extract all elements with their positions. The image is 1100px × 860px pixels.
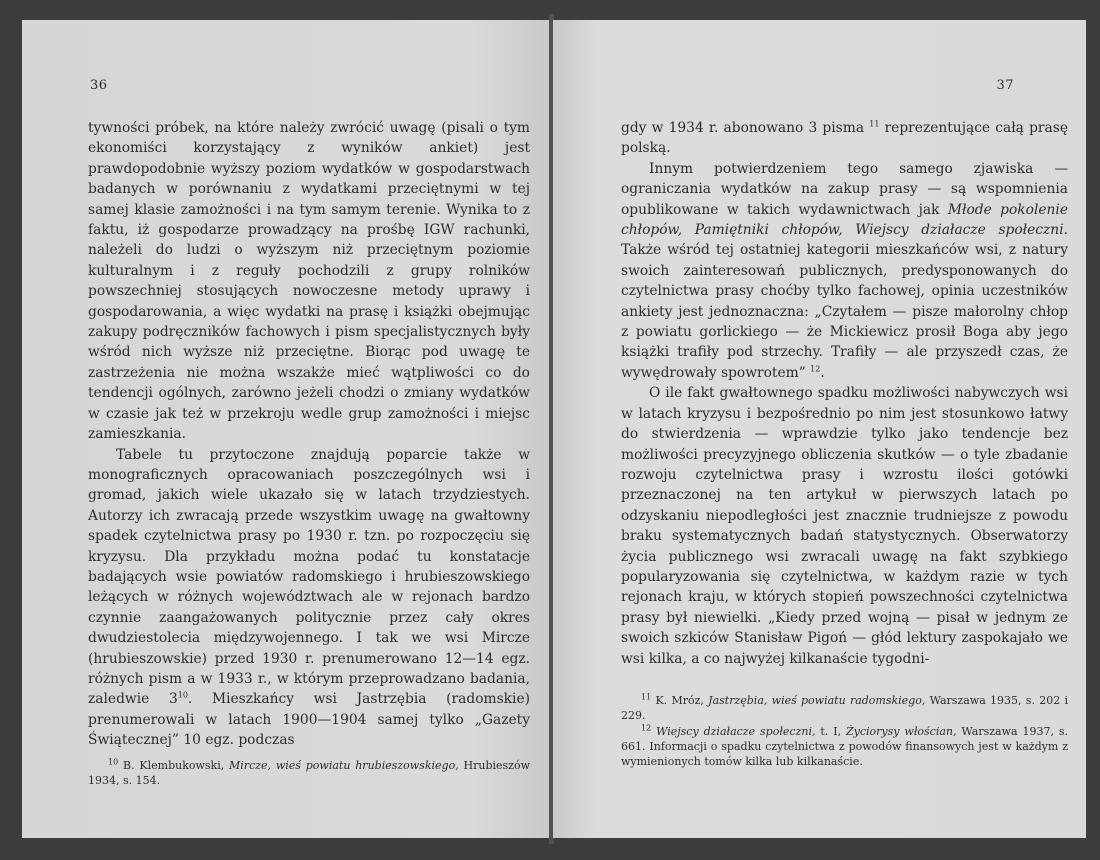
footnote-number: 11 [641,692,652,702]
page-body-text [621,118,1068,669]
paragraph: Tabele tu przytoczone znajdują poparcie także w monograficznych opracowaniach poszczególnych wsi i gromad, jakich wiele ukazało się w latach trzydziestych. Autorzy ich zwracają przede wszystkim uwagę na gwałtowny spadek czytelnictwa prasy po 1930 r. tzn. po rozpoczęciu się kryzysu. Dla przykładu można podać tu konstatacje badających wsie powiatów radomskiego i hrubieszowskiego leżących w różnych województwach ale w rejonach bardzo czynnie zaangażowanych politycznie przez cały okres dwudziestolecia międzywojennego. I tak we wsi Mircze (hrubieszowskie) przed 1930 r. prenumerowano 12—14 egz. różnych pism a w 1933 r., w którym przeprowadzano badania, zaledwie $3^{10}$. Mieszkańcy wsi Jastrzębia (radomskie) prenumerowali w latach 1900—1904 samej tylko „Gazety Świątecznej” 10 egz. podczas [88,446,530,749]
footnote-rest: Hrubieszów 1934, s. 154. [88,759,530,787]
footnote-author: B. Klembukowski, [123,759,225,772]
footnote-title: Jastrzębia, wieś powiatu radomskiego, [708,694,926,707]
paragraph-text: Innym potwierdzeniem tego samego zjawiska — ograniczania wydatków na zakup prasy — są wspomnienia opublikowane w takich wydawnictwach jak [621,160,1068,218]
footnote-title: Wiejscy działacze społeczni, [656,725,816,738]
page-number: 36 [90,78,108,93]
footnote [621,724,1068,769]
page-number: 37 [996,78,1014,93]
footnote [88,758,530,788]
paragraph: O ile fakt gwałtownego spadku możliwości nabywczych wsi w latach kryzysu i bezpośrednio po nim jest stosunkowo łatwy do stwierdzenia — wprawdzie tylko jako tendencje bez możliwości precyzyjnego obliczenia skutków — o tyle zbadanie rozwoju czytelnictwa prasy i wzrostu ilości gotówki przeznaczonej na ten artykuł w pierwszych latach po odzyskaniu niepodległości jest znacznie trudniejsze z powodu braku systematycznych badań statystycznych. Obserwatorzy życia publicznego wsi zwracali uwagę na fakt szybkiego popularyzowania się czytelnictwa, w każdym razie w tych rejonach kraju, w których stopień powszechności czytelnictwa prasy był niewielki. „Kiedy przed wojną — pisał w jednym ze swoich szkiców Stanisław Pigoń — głód lektury zaspokajało we wsi kilka, a co najwyżej kilkanaście tygodni- [621,385,1068,667]
footnote-title: Mircze, wieś powiatu hrubieszowskiego, [229,759,459,772]
paragraph-text: . [820,364,825,381]
footnote-number: 12 [641,723,652,733]
paragraph-text: reprezentujące całą prasę polską. [621,120,1068,157]
paragraph-text: Także wśród tej ostatniej kategorii mieszkańców wsi, z natury swoich zainteresowań publicznych, predysponowanych do czytelnictwa prasy choćby tylko fachowej, opinia uczestników ankiety jest jednoznaczna: „Czytałem — pisze małorolny chłop z powiatu gorlickiego — że Mickiewicz prosił Boga aby jego książki trafiły pod strzechy. Trafiły — ale przyszedł czas, że wywędrowały spowrotem” [621,242,1068,381]
footnote-ref: 12 [810,364,821,374]
footnote [621,693,1068,723]
footnote-rest: Warszawa 1937, s. 661. Informacji o spadku czytelnictwa z powodów finansowych jest w każdym z wymienionych tomów kilka lub kilkanaście. [621,725,1069,768]
footnotes [88,758,530,789]
footnote-text: t. I, [820,725,842,738]
paragraph-text: gdy w 1934 r. abonowano 3 pisma [621,120,865,136]
paragraph [621,118,1068,159]
left-page [22,20,550,838]
footnote-number: 10 [108,757,119,767]
footnote-author: K. Mróz, [655,694,704,707]
footnote-rest: Warszawa 1935, s. 202 i 229. [621,694,1069,722]
paragraph: tywności próbek, na które należy zwrócić uwagę (pisali o tym ekonomiści korzystający z wyników ankiet) jest prawdopodobnie wyższy poziom wydatków w gospodarstwach badanych w porównaniu z wydatkami przeciętnymi w tej samej klasie zamożności i na tym samym terenie. Wynika to z faktu, iż gospodarze prowadzący na prośbę IGW rachunki, należeli do ludzi o wyższym niż przeciętnym poziomie kulturalnym i z reguły pochodzili z grupy rolników powszechniej stosujących nowoczesne metody uprawy i gospodarowania, a więc wydatki na prasę i książki obejmując zakupy podręczników fachowych i pism specjalistycznych były wśród nich wyższe niż przeciętne. Biorąc pod uwagę te zastrzeżenia nie można wszakże mieć wątpliwości co do tendencji ogólnych, zarówno jeżeli chodzi o zmiany wydatków w czasie jak też w przekroju wedle grup zamożności i miejsc zamieszkania. [88,120,530,443]
footnote-title: Życiorysy włościan, [846,725,957,738]
paragraph-text: Mieszkańcy wsi Jastrzębia (radomskie) prenumerowali w latach 1900—1904 samej tylko „Gazety Świątecznej” 10 egz. podczas [88,691,530,749]
right-page [553,20,1086,838]
footnotes [621,693,1068,770]
page-body-text [88,118,530,751]
paragraph-text: Tabele tu przytoczone znajdują poparcie także w monograficznych opracowaniach poszczególnych wsi i gromad, jakich wiele ukazało się w latach trzydziestych. Autorzy ich zwracają przede wszystkim uwagę na gwałtowny spadek czytelnictwa prasy po 1930 r. tzn. po rozpoczęciu się kryzysu. Dla przykładu można podać tu konstatacje badających wsie powiatów radomskiego i hrubieszowskiego leżących w różnych województwach ale w rejonach bardzo czynnie zaangażowanych politycznie przez cały okres dwudziestolecia międzywojennego. I tak we wsi Mircze (hrubieszowskie) przed 1930 r. prenumerowano 12—14 egz. różnych pism a w 1933 r., w którym przeprowadzano badania, zaledwie 3 [88,446,530,708]
paragraph [621,159,1068,383]
footnote-ref: 11 [869,119,880,129]
italic-titles: Młode pokolenie chłopów, Pamiętniki chłopów, Wiejscy działacze społeczni. [621,201,1068,239]
footnote-ref: 10 [177,690,188,700]
